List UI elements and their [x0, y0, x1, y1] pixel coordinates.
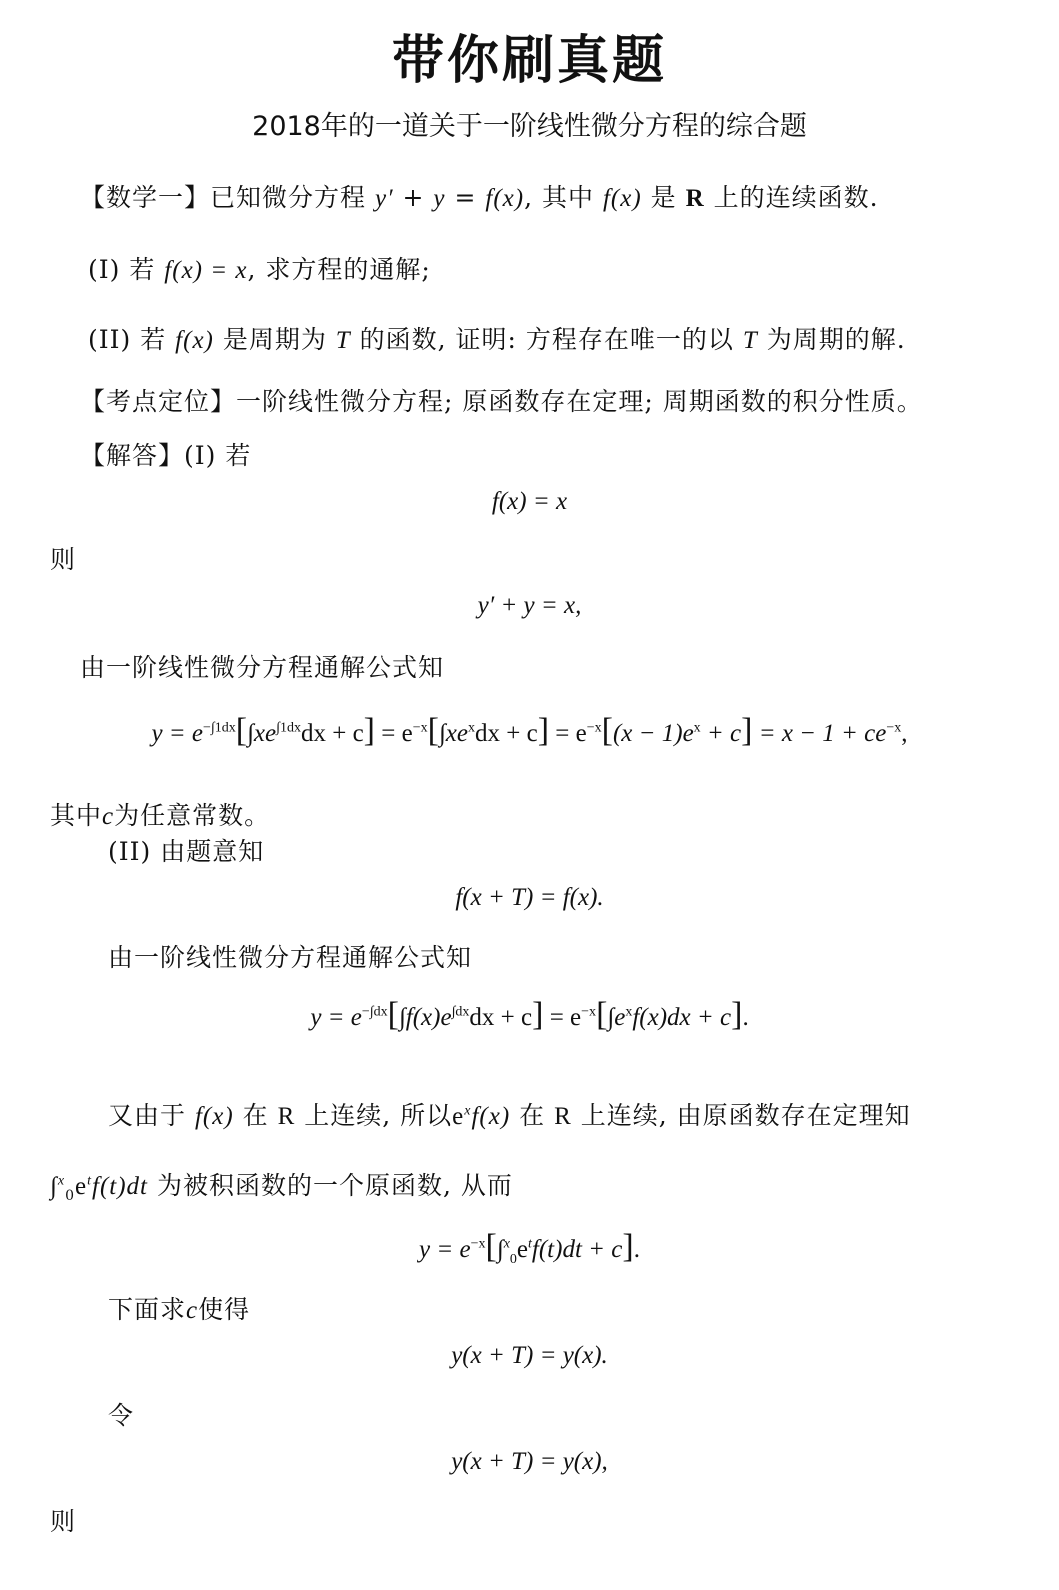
text-ze-2: 则: [50, 1507, 77, 1536]
equation-general-solution-1: $y = e^{-\int 1dx}[\int xe^{\int 1dx}dx + c] = e^{-x}[\int xe^xdx + c] = e^{-x}[(x - 1)e^x + c] = x - 1 + ce^{-x}$,: [151, 712, 908, 749]
problem-statement: 【数学一】已知微分方程 y′ + y = f(x), 其中 f(x) 是 R 上的连续函数.: [80, 183, 879, 212]
key-points: 【考点定位】一阶线性微分方程; 原函数存在定理; 周期函数的积分性质。: [80, 387, 923, 416]
equation-ode-1: y′ + y = x,: [477, 592, 582, 619]
solution-part-2-heading: (II) 由题意知: [108, 837, 265, 866]
equation-y-periodic-1: y(x + T) = y(x).: [451, 1342, 608, 1369]
equation-general-solution-2: $y = e^{-\int dx}[\int f(x)e^{\int dx}dx + c] = e^{-x}[\int e^xf(x)dx + c]$.: [310, 996, 749, 1033]
problem-part-2: (II) 若 f(x) 是周期为 T 的函数, 证明: 方程存在唯一的以 T 为周期的解.: [88, 325, 906, 354]
text-ling: 令: [108, 1401, 135, 1430]
equation-periodic: f(x + T) = f(x).: [455, 884, 604, 911]
page-subtitle: 2018年的一道关于一阶线性微分方程的综合题: [252, 111, 807, 142]
text-formula-2: 由一阶线性微分方程通解公式知: [108, 943, 473, 972]
page-title: 带你刷真题: [391, 31, 667, 91]
text-continuity: 又由于 f(x) 在 R 上连续, 所以$e^xf(x)$ 在 R 上连续, 由原函数存在定理知: [108, 1101, 911, 1130]
problem-tag: 【数学一】: [80, 183, 211, 212]
text-formula-1: 由一阶线性微分方程通解公式知: [80, 653, 445, 682]
text-primitive: $\int^x_0e^tf(t)dt$ 为被积函数的一个原函数, 从而: [50, 1171, 513, 1204]
equation-fx-eq-x: f(x) = x: [491, 488, 568, 515]
equation-integral-solution: $y = e^{-x}[\int^x_0e^tf(t)dt + c]$.: [419, 1228, 640, 1267]
text-ze-1: 则: [50, 545, 77, 574]
text-any-constant: 其中c为任意常数。: [50, 801, 271, 830]
text-find-c: 下面求c使得: [108, 1295, 251, 1324]
problem-part-1: (I) 若 f(x) = x, 求方程的通解;: [88, 255, 431, 284]
solution-heading: 【解答】(I) 若: [80, 441, 252, 470]
equation-y-periodic-2: y(x + T) = y(x),: [451, 1448, 608, 1475]
